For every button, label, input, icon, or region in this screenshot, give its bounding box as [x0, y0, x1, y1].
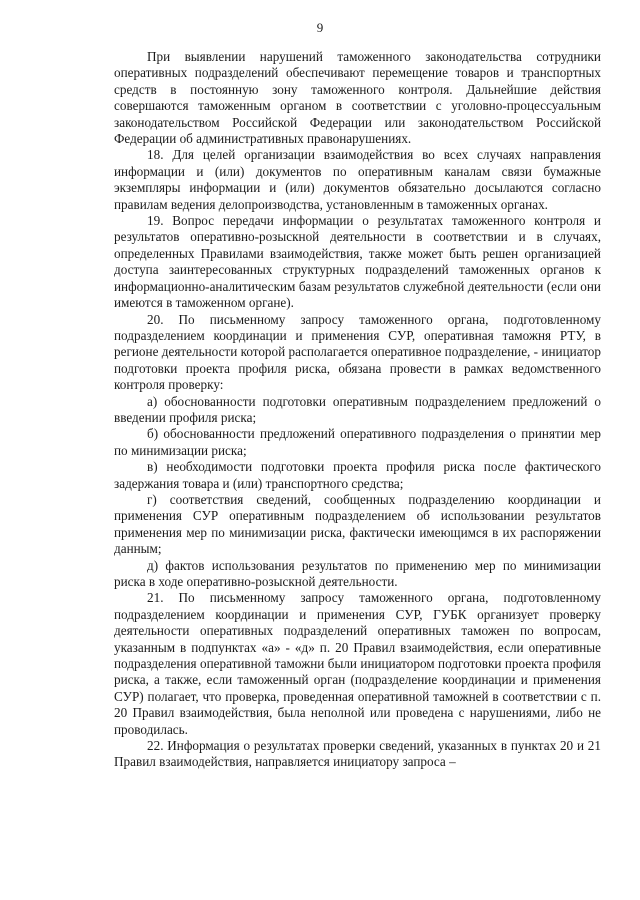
paragraph-20b: б) обоснованности предложений оперативного подразделения о принятии мер по минимизации риска; — [114, 426, 601, 458]
document-body — [114, 49, 601, 771]
paragraph-20e: д) фактов использования результатов по применению мер по минимизации риска в ходе оперативно-розыскной деятельности. — [114, 557, 601, 589]
page-number: 9 — [316, 20, 324, 35]
paragraph-18: 18. Для целей организации взаимодействия во всех случаях направления информации и (или) документов по оперативным каналам связи бумажные экземпляры информации и (или) документов обязательно досылаются согласно правилам ведения делопроизводства, установленным в таможенных органах. — [114, 147, 601, 212]
paragraph-20d: г) соответствия сведений, сообщенных подразделению координации и применения СУР оперативным подразделением об использовании результатов применения мер по минимизации риска, фактически имеющимся в их распоряжении данным; — [114, 491, 601, 557]
paragraph-22: 22. Информация о результатах проверки сведений, указанных в пунктах 20 и 21 Правил взаимодействия, направляется инициатору запроса – — [114, 738, 601, 770]
paragraph-20c: в) необходимости подготовки проекта профиля риска после фактического задержания товара и (или) транспортного средства; — [114, 459, 601, 491]
paragraph-21: 21. По письменному запросу таможенного органа, подготовленному подразделением координации и применения СУР, ГУБК организует проверку деятельности оперативных подразделений оперативных таможен по вопросам, указанным в подпунктах «а» - «д» п. 20 Правил взаимодействия, если оперативные подразделения оперативной таможни были инициатором подготовки проекта профиля риска, а также, если таможенный орган (подразделение координации и применения СУР) полагает, что проверка, проведенная оперативной таможней в соответствии с п. 20 Правил взаимодействия, была неполной или проведена с нарушениями, либо не проводилась. — [114, 590, 601, 737]
paragraph-20a: а) обоснованности подготовки оперативным подразделением предложений о введении профиля риска; — [114, 393, 601, 425]
paragraph-19: 19. Вопрос передачи информации о результатах таможенного контроля и результатов оперативно-розыскной деятельности в соответствии и в случаях, определенных Правилами взаимодействия, также может быть решен организацией доступа заинтересованных структурных подразделений таможенных органов к информационно-аналитическим базам результатов служебной деятельности (если они имеются в таможенном органе). — [114, 213, 601, 311]
paragraph-intro: При выявлении нарушений таможенного законодательства сотрудники оперативных подразделений обеспечивают перемещение товаров и транспортных средств в постоянную зону таможенного контроля. Дальнейшие действия совершаются таможенным органом в соответствии с уголовно-процессуальным законодательством Российской Федерации или законодательством Российской Федерации об административных правонарушениях. — [114, 49, 601, 147]
paragraph-20: 20. По письменному запросу таможенного органа, подготовленному подразделением координации и применения СУР, оперативная таможня РТУ, в регионе деятельности которой располагается оперативное подразделение, - инициатор подготовки проекта профиля риска, обязана провести в рамках ведомственного контроля проверку: — [114, 311, 601, 393]
